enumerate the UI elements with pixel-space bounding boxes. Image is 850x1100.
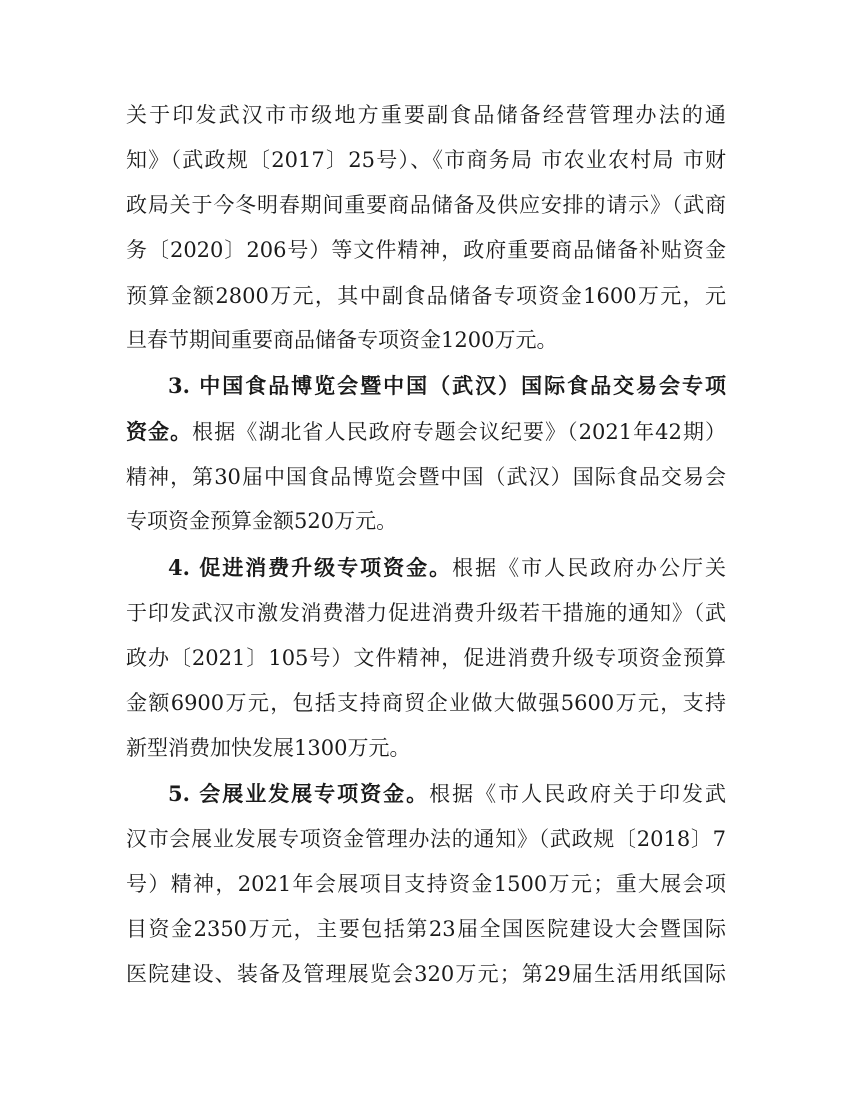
text-line: 医院建设、装备及管理展览会320万元；第29届生活用纸国际 — [126, 962, 726, 986]
section-3-heading: 3. 中国食品博览会暨中国（武汉） — [168, 373, 522, 398]
text-line: 目资金2350万元，主要包括第23届全国医院建设大会暨国际 — [126, 917, 726, 941]
text-line: 资金。根据《湖北省人民政府专题会议纪要》（2021年42期） — [126, 419, 727, 444]
text-line: 专项资金预算金额520万元。 — [126, 509, 398, 533]
text-line: 政局关于今冬明春期间重要商品储备及供应安排的请示》（武商 — [126, 193, 726, 217]
text-line: 知》（武政规〔2017〕25号）、《市商务局 市农业农村局 市财 — [126, 148, 726, 172]
section-5-heading: 5. 会展业发展专项资金。 — [168, 781, 430, 806]
text-line: 旦春节期间重要商品储备专项资金1200万元。 — [126, 328, 558, 352]
text-line: 汉市会展业发展专项资金管理办法的通知》（武政规〔2018〕7 — [126, 827, 726, 851]
section-3-heading-line: 3. 中国食品博览会暨中国（武汉）国际食品交易会专项 — [168, 373, 727, 398]
text-line: 金额6900万元，包括支持商贸企业做大做强5600万元，支持 — [126, 691, 726, 715]
text-line: 务〔2020〕206号）等文件精神，政府重要商品储备补贴资金 — [126, 238, 726, 262]
text-line: 于印发武汉市激发消费潜力促进消费升级若干措施的通知》（武 — [126, 601, 726, 625]
section-5-heading-line: 5. 会展业发展专项资金。根据《市人民政府关于印发武 — [168, 781, 727, 806]
text-line: 关于印发武汉市市级地方重要副食品储备经营管理办法的通 — [126, 103, 726, 127]
text-line: 预算金额2800万元，其中副食品储备专项资金1600万元，元 — [126, 284, 726, 308]
text-line: 新型消费加快发展1300万元。 — [126, 736, 411, 760]
section-4-heading: 4. 促进消费升级专项资金。 — [168, 555, 453, 580]
text-line: 政办〔2021〕105号）文件精神，促进消费升级专项资金预算 — [126, 646, 726, 670]
text-line: 号）精神，2021年会展项目支持资金1500万元；重大展会项 — [126, 872, 726, 896]
text-line: 精神，第30届中国食品博览会暨中国（武汉）国际食品交易会 — [126, 465, 726, 489]
section-4-heading-line: 4. 促进消费升级专项资金。根据《市人民政府办公厅关 — [168, 555, 727, 580]
